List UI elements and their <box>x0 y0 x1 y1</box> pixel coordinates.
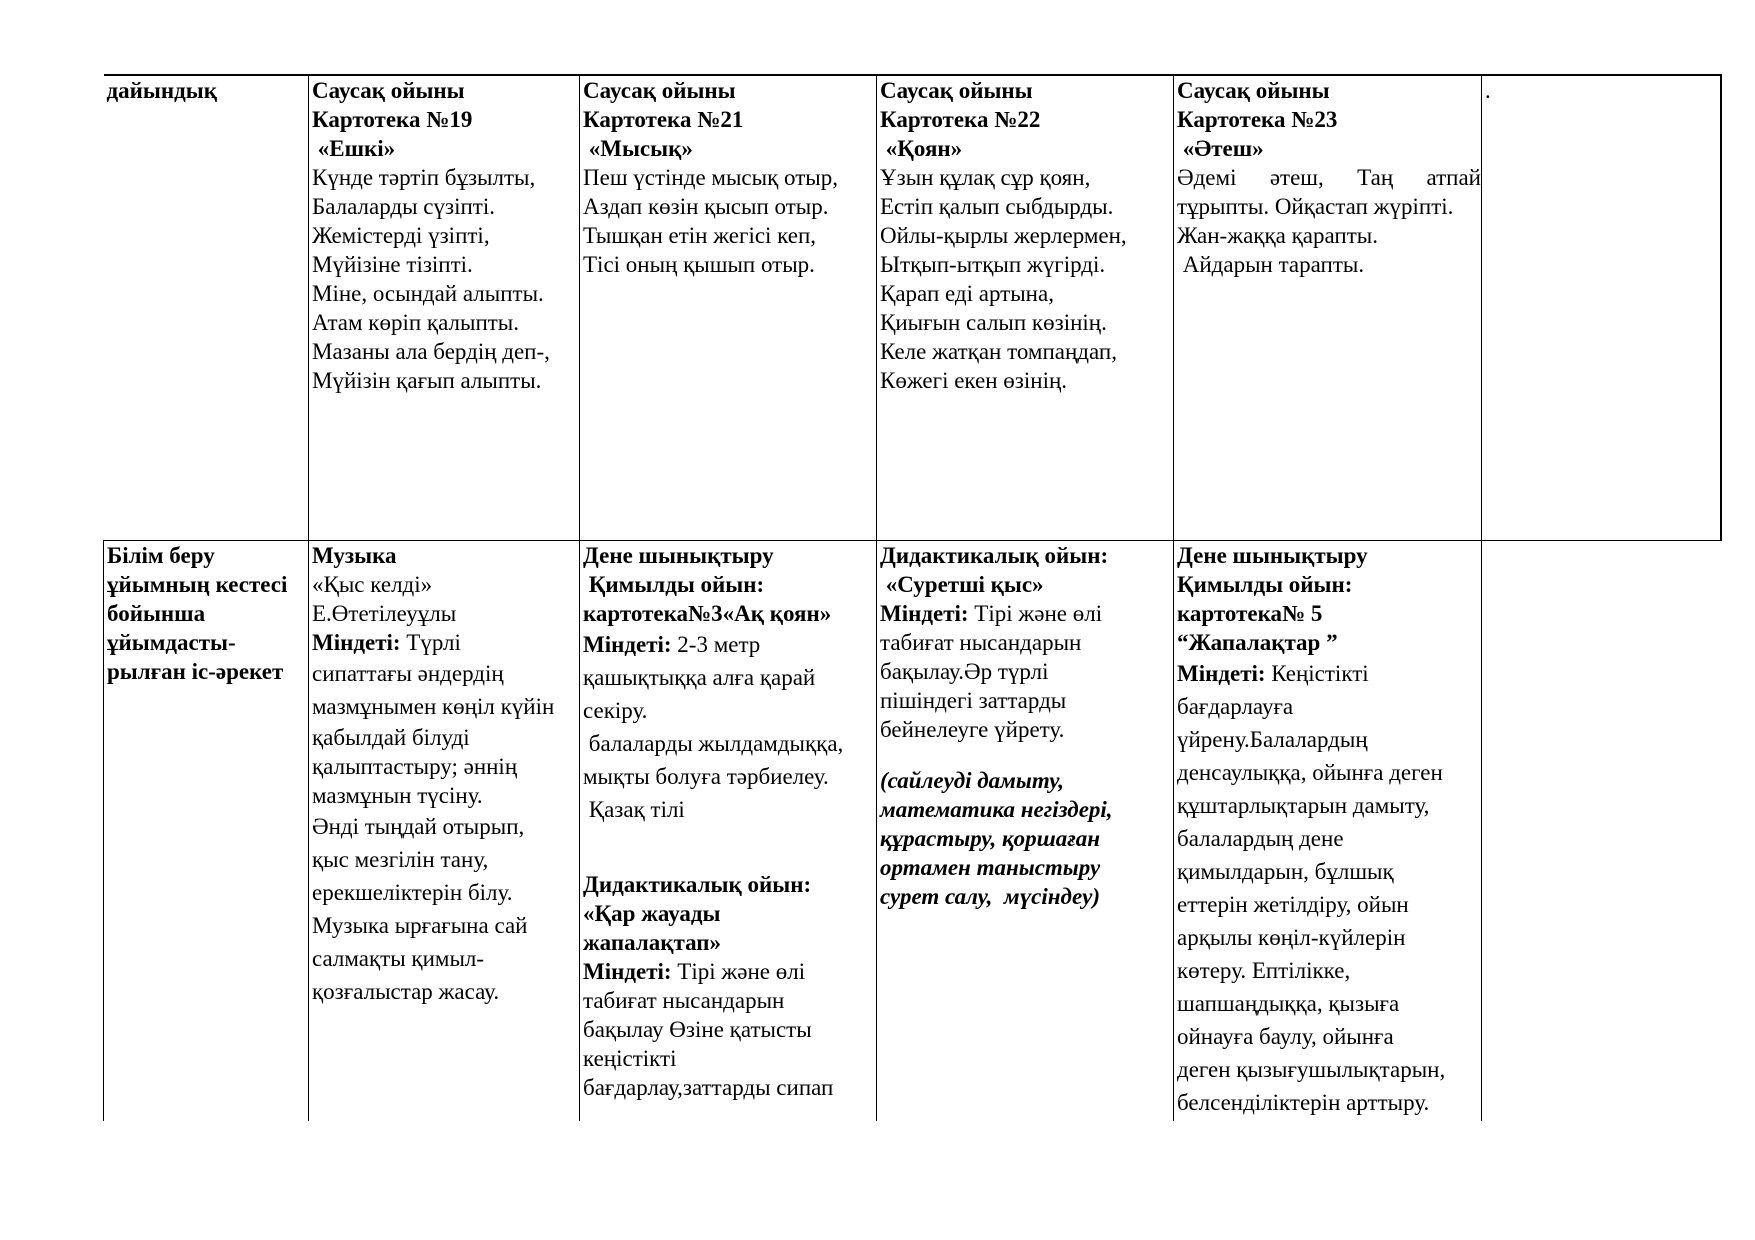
text-line: шапшаңдыққа, қызыға <box>1177 991 1400 1016</box>
poem-line: Тісі оның қышып отыр. <box>583 252 815 277</box>
italic-line: құрастыру, қоршаған <box>880 826 1101 851</box>
cell-heading: Картотека №23 <box>1177 107 1338 132</box>
text-line: сипаттағы әндердің <box>312 661 504 686</box>
text-line: еттерін жетілдіру, ойын <box>1177 892 1409 917</box>
poem-line: Күнде тәртіп бұзылты, <box>312 165 536 190</box>
text-line: салмақты қимыл- <box>312 946 485 971</box>
task-line <box>312 628 579 657</box>
cell-heading: Саусақ ойыны <box>312 78 465 103</box>
row-label-cell <box>104 75 309 541</box>
task-line <box>880 599 1173 628</box>
game-cell-23 <box>1174 75 1482 541</box>
text-line: балаларды жылдамдыққа, <box>583 731 844 756</box>
text-line: денсаулыққа, ойынға деген <box>1177 760 1443 785</box>
didactic-cell <box>877 541 1174 1122</box>
spacer <box>880 744 1173 766</box>
text-line: үйрену.Балалардың <box>1177 727 1368 752</box>
poem-line: Көжегі екен өзінің. <box>880 368 1068 393</box>
text-line: деген қызығушылықтарын, <box>1177 1057 1446 1082</box>
cell-heading: Саусақ ойыны <box>880 78 1033 103</box>
task-text: Тірі және өлі <box>671 959 806 984</box>
text-line: Музыка ырғағына сай <box>312 913 528 938</box>
text-line: табиғат нысандарын <box>583 988 785 1013</box>
text-line: мықты болуға тәрбиелеу. <box>583 764 829 789</box>
text-line: белсенділіктерін арттыру. <box>1177 1090 1430 1115</box>
text-line: мазмұнымен көңіл күйін <box>312 694 555 719</box>
task-text: Түрлі <box>400 630 461 655</box>
poem-line: Жемістерді үзіпті, <box>312 223 490 248</box>
task-text: 2-3 метр <box>671 632 761 657</box>
cell-heading: «Қоян» <box>880 136 963 161</box>
text-line: мазмұнын түсіну. <box>312 783 483 808</box>
text-line: көтеру. Ептілікке, <box>1177 958 1351 983</box>
pe-cell <box>580 541 877 1122</box>
cell-heading: «Қар жауады <box>583 901 721 926</box>
poem-line: Әдемі әтеш, Таң атпай <box>1177 165 1481 190</box>
poem-line: Пеш үстінде мысық отыр, <box>583 165 838 190</box>
task-label: Міндеті: <box>312 630 401 655</box>
italic-line: сурет салу, мүсіндеу) <box>880 884 1101 909</box>
text-line: «Қыс келді» <box>312 572 433 597</box>
poem-line: Ойлы-қырлы жерлермен, <box>880 223 1127 248</box>
text-line: бағдарлауға <box>1177 694 1294 719</box>
text-line: Әнді тыңдай отырып, <box>312 814 525 839</box>
row-label: дайындық <box>106 78 217 103</box>
cell-heading: Қимылды ойын: <box>583 572 765 597</box>
poem-line: Аздап көзін қысып отыр. <box>583 194 829 219</box>
task-text: Кеңістікті <box>1265 661 1369 686</box>
music-cell <box>309 541 580 1122</box>
cell-heading: Картотека №19 <box>312 107 473 132</box>
row-label: ұйымдасты- <box>107 630 236 655</box>
row-label: Білім беру <box>107 543 215 568</box>
pe-cell-2 <box>1174 541 1482 1122</box>
task-label: Міндеті: <box>583 632 672 657</box>
cell-heading: картотека№3«Ақ қоян» <box>583 601 832 626</box>
cell-heading: Дене шынықтыру <box>1177 543 1368 568</box>
text-line: бақылау.Әр түрлі <box>880 659 1049 684</box>
table-row <box>104 541 1721 1122</box>
spacer <box>583 826 876 848</box>
text-line: Е.Өтетілеуұлы <box>312 601 457 626</box>
cell-heading: “Жапалақтар ” <box>1177 630 1338 655</box>
row-label: ұйымның кестесі <box>107 572 288 597</box>
cell-heading: Картотека №21 <box>583 107 744 132</box>
poem-line: Жан-жаққа қарапты. <box>1177 223 1378 248</box>
cell-heading: «Ешкі» <box>312 136 396 161</box>
cell-heading: Картотека №22 <box>880 107 1041 132</box>
text-line: секіру. <box>583 698 648 723</box>
poem-line: тұрыпты. Ойқастап жүріпті. <box>1177 194 1454 219</box>
cell-heading: «Суретші қыс» <box>880 572 1044 597</box>
text-line: ойнауға баулу, ойынға <box>1177 1024 1394 1049</box>
poem-line: Ұзын құлақ сұр қоян, <box>880 165 1091 190</box>
text-line: ерекшеліктерін білу. <box>312 880 513 905</box>
text-line: қыс мезгілін тану, <box>312 847 489 872</box>
text-line: қабылдай білуді <box>312 725 470 750</box>
cell-heading: Қимылды ойын: <box>1177 572 1353 597</box>
task-line <box>583 957 876 986</box>
text-line: бейнелеуге үйрету. <box>880 717 1065 742</box>
cell-heading: картотека№ 5 <box>1177 601 1323 626</box>
empty-cell <box>1482 75 1721 541</box>
table-row <box>104 75 1721 541</box>
italic-line: ортамен таныстыру <box>880 855 1101 880</box>
poem-line: Мүйізін қағып алыпты. <box>312 368 542 393</box>
poem-line: Естіп қалып сыбдырды. <box>880 194 1114 219</box>
poem-line: Тышқан етін жегісі кеп, <box>583 223 817 248</box>
poem-line: Мазаны ала бердің деп-, <box>312 339 550 364</box>
game-cell-21 <box>580 75 877 541</box>
game-cell-22 <box>877 75 1174 541</box>
cell-heading: Саусақ ойыны <box>583 78 736 103</box>
text-line: қимылдарын, бұлшық <box>1177 859 1394 884</box>
poem-line: Қиығын салып көзінің. <box>880 310 1107 335</box>
cell-heading: Саусақ ойыны <box>1177 78 1330 103</box>
cell-heading: Дидактикалық ойын: <box>583 872 812 897</box>
text-line: Қазақ тілі <box>583 797 685 822</box>
spacer <box>583 848 876 870</box>
cell-heading: жапалақтап» <box>583 930 722 955</box>
italic-line: (сайлеуді дамыту, <box>880 768 1065 793</box>
row-label: бойынша <box>107 601 206 626</box>
task-label: Міндеті: <box>1177 661 1266 686</box>
poem-line: Қарап еді артына, <box>880 281 1054 306</box>
cell-heading: «Мысық» <box>583 136 693 161</box>
text-line: табиғат нысандарын <box>880 630 1082 655</box>
cell-heading: Дене шынықтыру <box>583 543 774 568</box>
row-label-cell <box>104 541 309 1122</box>
text-line: құштарлықтарын дамыту, <box>1177 793 1430 818</box>
poem-line: Атам көріп қалыпты. <box>312 310 520 335</box>
italic-line: математика негіздері, <box>880 797 1113 822</box>
cell-heading: «Әтеш» <box>1177 136 1264 161</box>
poem-line: Міне, осындай алыпты. <box>312 281 544 306</box>
text-line: қозғалыстар жасау. <box>312 979 500 1004</box>
text-line: бағдарлау,заттарды сипап <box>583 1075 834 1100</box>
poem-line: Балаларды сүзіпті. <box>312 194 495 219</box>
stray-dot: . <box>1485 78 1491 103</box>
empty-cell <box>1482 541 1721 1122</box>
task-label: Міндеті: <box>880 601 969 626</box>
text-line: қашықтыққа алға қарай <box>583 665 816 690</box>
text-line: қалыптастыру; әннің <box>312 754 518 779</box>
poem-line: Ытқып-ытқып жүгірді. <box>880 252 1106 277</box>
cell-heading: Музыка <box>312 543 397 568</box>
cell-heading: Дидактикалық ойын: <box>880 543 1109 568</box>
poem-line: Мүйізіне тізіпті. <box>312 252 473 277</box>
text-line: балалардың дене <box>1177 826 1344 851</box>
task-label: Міндеті: <box>583 959 672 984</box>
text-line: арқылы көңіл-күйлерін <box>1177 925 1406 950</box>
poem-line: Айдарын тарапты. <box>1177 252 1365 277</box>
task-line <box>583 628 876 661</box>
text-line: пішіндегі заттарды <box>880 688 1067 713</box>
poem-line: Келе жатқан томпаңдап, <box>880 339 1117 364</box>
plan-table <box>103 74 1722 1121</box>
text-line: кеңістікті <box>583 1046 677 1071</box>
task-line <box>1177 657 1481 690</box>
game-cell-19 <box>309 75 580 541</box>
text-line: бақылау Өзіне қатысты <box>583 1017 812 1042</box>
row-label: рылған іс-әрекет <box>107 659 284 684</box>
task-text: Тірі және өлі <box>968 601 1103 626</box>
